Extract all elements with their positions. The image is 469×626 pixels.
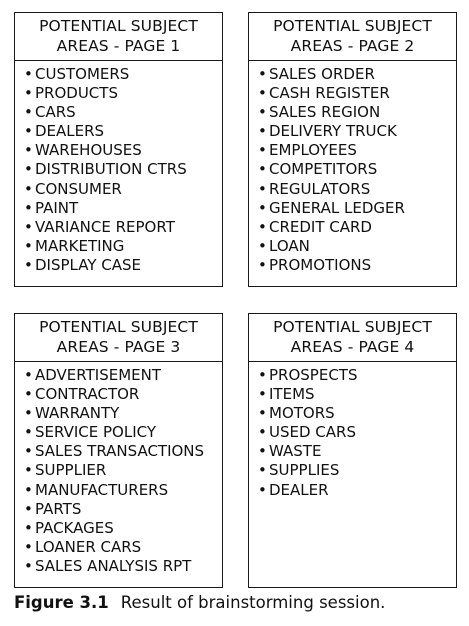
list-item-label: DEALERS — [35, 122, 105, 141]
list-item — [24, 199, 222, 218]
box-title-line2: AREAS - PAGE 2 — [290, 37, 415, 55]
bullet-icon: • — [24, 160, 33, 179]
box-title-line2: AREAS - PAGE 1 — [56, 37, 181, 55]
bullet-icon: • — [258, 404, 267, 423]
list-item — [258, 423, 456, 442]
list-item-label: CREDIT CARD — [269, 217, 372, 236]
bullet-icon: • — [24, 122, 33, 141]
bullet-icon: • — [258, 480, 267, 499]
list-item — [24, 423, 222, 442]
bullet-icon: • — [258, 179, 267, 198]
list-item — [24, 84, 222, 103]
bullet-icon: • — [258, 442, 267, 461]
list-item-label: PAINT — [35, 198, 79, 217]
bullet-icon: • — [258, 236, 267, 255]
box-title-line1: POTENTIAL SUBJECT — [273, 318, 432, 336]
list-item — [24, 256, 222, 275]
figure-label: Figure 3.1 — [14, 593, 109, 612]
bullet-icon: • — [258, 122, 267, 141]
bullet-icon: • — [24, 84, 33, 103]
bullet-icon: • — [24, 366, 33, 384]
bullet-icon: • — [24, 404, 33, 423]
list-item — [24, 65, 222, 84]
bullet-icon: • — [24, 537, 33, 556]
list-item — [24, 461, 222, 480]
bullet-icon: • — [24, 236, 33, 255]
bullet-icon: • — [258, 198, 267, 217]
list-item — [24, 404, 222, 423]
bullet-icon: • — [24, 461, 33, 480]
list-item-label: WARRANTY — [35, 404, 120, 423]
list-item — [258, 180, 456, 199]
list-item-label: COMPETITORS — [269, 160, 378, 179]
bullet-icon: • — [24, 198, 33, 217]
bullet-icon: • — [258, 84, 267, 103]
bullet-icon: • — [258, 217, 267, 236]
bullet-icon: • — [258, 366, 267, 384]
list-item — [24, 481, 222, 500]
list-item-label: EMPLOYEES — [269, 141, 357, 160]
list-item — [24, 442, 222, 461]
bullet-icon: • — [258, 461, 267, 480]
list-item-label: SALES REGION — [269, 103, 381, 122]
subject-list — [249, 61, 456, 275]
list-item-label: DISPLAY CASE — [35, 255, 142, 274]
bullet-icon: • — [24, 179, 33, 198]
list-item-label: DISTRIBUTION CTRS — [35, 160, 187, 179]
bullet-icon: • — [24, 385, 33, 404]
list-item — [24, 122, 222, 141]
figure-caption-text: Result of brainstorming session. — [120, 593, 386, 612]
list-item — [258, 160, 456, 179]
bullet-icon: • — [24, 65, 33, 83]
list-item — [258, 199, 456, 218]
list-item-label: MANUFACTURERS — [35, 480, 169, 499]
list-item — [24, 141, 222, 160]
box-header — [249, 13, 456, 61]
list-item-label: DELIVERY TRUCK — [269, 122, 397, 141]
list-item-label: SALES ORDER — [269, 65, 375, 83]
subject-areas-box-page-1 — [14, 12, 223, 287]
list-item-label: CUSTOMERS — [35, 65, 130, 83]
list-item-label: PACKAGES — [35, 518, 114, 537]
box-header — [15, 13, 222, 61]
bullet-icon: • — [24, 499, 33, 518]
bullet-icon: • — [258, 160, 267, 179]
bullet-icon: • — [258, 141, 267, 160]
subject-list — [249, 362, 456, 500]
list-item-label: SALES ANALYSIS RPT — [35, 556, 192, 575]
list-item — [24, 538, 222, 557]
list-item — [24, 385, 222, 404]
bullet-icon: • — [258, 103, 267, 122]
list-item — [258, 404, 456, 423]
list-item — [258, 385, 456, 404]
list-item-label: CONSUMER — [35, 179, 122, 198]
list-item-label: ITEMS — [269, 385, 315, 404]
bullet-icon: • — [258, 385, 267, 404]
list-item — [24, 519, 222, 538]
list-item — [24, 180, 222, 199]
list-item-label: CASH REGISTER — [269, 84, 390, 103]
list-item-label: VARIANCE REPORT — [35, 217, 175, 236]
subject-list — [15, 362, 222, 576]
subject-areas-box-page-4 — [248, 313, 457, 588]
subject-areas-box-page-2 — [248, 12, 457, 287]
figure-caption — [14, 593, 385, 612]
list-item-label: SALES TRANSACTIONS — [35, 442, 205, 461]
list-item-label: DEALER — [269, 480, 329, 499]
list-item — [258, 256, 456, 275]
bullet-icon: • — [24, 423, 33, 442]
list-item-label: ADVERTISEMENT — [35, 366, 162, 384]
list-item-label: CONTRACTOR — [35, 385, 140, 404]
bullet-icon: • — [258, 423, 267, 442]
box-header — [15, 314, 222, 362]
box-title-line2: AREAS - PAGE 4 — [290, 338, 415, 356]
list-item-label: MARKETING — [35, 236, 125, 255]
list-item-label: CARS — [35, 103, 76, 122]
list-item-label: SUPPLIER — [35, 461, 107, 480]
list-item-label: PROMOTIONS — [269, 255, 372, 274]
list-item — [258, 122, 456, 141]
list-item — [258, 237, 456, 256]
bullet-icon: • — [258, 65, 267, 83]
list-item — [258, 366, 456, 385]
subject-list — [15, 61, 222, 275]
list-item — [258, 218, 456, 237]
list-item — [258, 141, 456, 160]
list-item — [258, 481, 456, 500]
list-item-label: LOANER CARS — [35, 537, 142, 556]
box-title-line1: POTENTIAL SUBJECT — [273, 17, 432, 35]
list-item — [24, 160, 222, 179]
box-title-line1: POTENTIAL SUBJECT — [39, 318, 198, 336]
bullet-icon: • — [24, 518, 33, 537]
box-title-line1: POTENTIAL SUBJECT — [39, 17, 198, 35]
list-item-label: WASTE — [269, 442, 322, 461]
list-item-label: LOAN — [269, 236, 310, 255]
list-item — [24, 218, 222, 237]
list-item — [24, 500, 222, 519]
subject-areas-box-page-3 — [14, 313, 223, 588]
bullet-icon: • — [24, 217, 33, 236]
list-item-label: WAREHOUSES — [35, 141, 142, 160]
bullet-icon: • — [24, 255, 33, 274]
list-item — [258, 103, 456, 122]
list-item — [24, 366, 222, 385]
bullet-icon: • — [24, 442, 33, 461]
list-item-label: PROSPECTS — [269, 366, 358, 384]
bullet-icon: • — [24, 556, 33, 575]
list-item — [258, 442, 456, 461]
list-item-label: USED CARS — [269, 423, 356, 442]
list-item-label: REGULATORS — [269, 179, 371, 198]
list-item-label: PRODUCTS — [35, 84, 118, 103]
list-item — [24, 103, 222, 122]
list-item-label: SUPPLIES — [269, 461, 340, 480]
list-item — [258, 84, 456, 103]
list-item — [24, 557, 222, 576]
bullet-icon: • — [258, 255, 267, 274]
list-item — [258, 461, 456, 480]
list-item-label: GENERAL LEDGER — [269, 198, 405, 217]
bullet-icon: • — [24, 103, 33, 122]
list-item-label: SERVICE POLICY — [35, 423, 157, 442]
list-item — [258, 65, 456, 84]
box-header — [249, 314, 456, 362]
list-item-label: PARTS — [35, 499, 82, 518]
list-item-label: MOTORS — [269, 404, 335, 423]
bullet-icon: • — [24, 141, 33, 160]
list-item — [24, 237, 222, 256]
box-title-line2: AREAS - PAGE 3 — [56, 338, 181, 356]
bullet-icon: • — [24, 480, 33, 499]
